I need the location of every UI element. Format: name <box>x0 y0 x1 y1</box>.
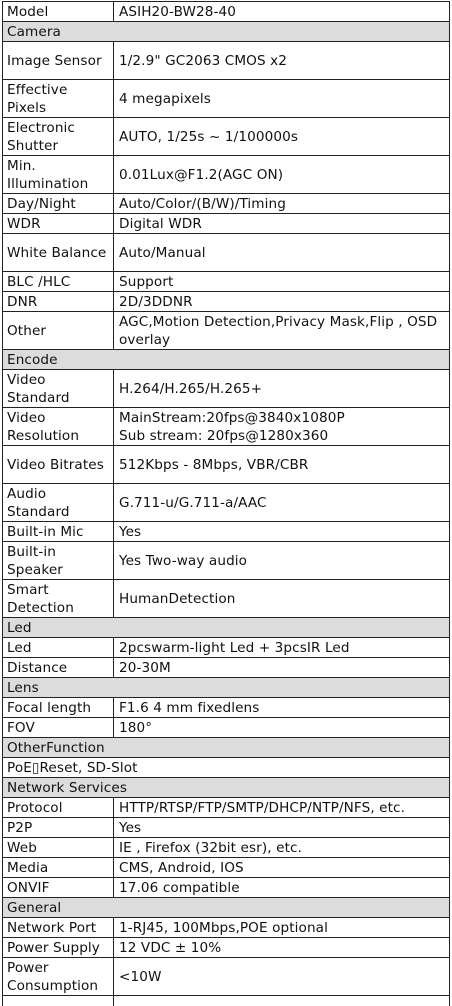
section-header-general <box>3 898 450 918</box>
spec-row-led <box>3 638 450 658</box>
section-header-other-function <box>3 738 450 758</box>
spec-row-built-in-mic <box>3 522 450 542</box>
section-title: Camera <box>3 22 450 42</box>
spec-full-value: PoE▯Reset, SD-Slot <box>3 758 450 778</box>
spec-value: 1-RJ45, 100Mbps,POE optional <box>114 918 450 938</box>
spec-value: Yes Two-way audio <box>114 542 450 580</box>
spec-value-line: MainStream:20fps@3840x1080P <box>119 409 445 427</box>
section-title: Encode <box>3 350 450 370</box>
spec-row-blc-hlc <box>3 272 450 292</box>
spec-value: 512Kbps - 8Mbps, VBR/CBR <box>114 446 450 484</box>
spec-value: AUTO, 1/25s ~ 1/100000s <box>114 118 450 156</box>
spec-label: White Balance <box>3 234 114 272</box>
spec-label: DNR <box>3 292 114 312</box>
spec-row-protocol <box>3 798 450 818</box>
spec-value: Auto/Color/(B/W)/Timing <box>114 194 450 214</box>
spec-row-built-in-speaker <box>3 542 450 580</box>
spec-label: Built-in Mic <box>3 522 114 542</box>
spec-label: BLC /HLC <box>3 272 114 292</box>
section-title: OtherFunction <box>3 738 450 758</box>
spec-label: Web <box>3 838 114 858</box>
spec-value: IE , Firefox (32bit esr), etc. <box>114 838 450 858</box>
spec-label: Video Bitrates <box>3 446 114 484</box>
spec-label: ONVIF <box>3 878 114 898</box>
spec-label: P2P <box>3 818 114 838</box>
spec-value: 17.06 compatible <box>114 878 450 898</box>
spec-row-onvif <box>3 878 450 898</box>
section-header-led <box>3 618 450 638</box>
spec-value-line: Sub stream: 20fps@1280x360 <box>119 427 445 445</box>
spec-row-power-consumption <box>3 958 450 996</box>
spec-value: 2pcswarm-light Led + 3pcsIR Led <box>114 638 450 658</box>
spec-row-dnr <box>3 292 450 312</box>
spec-row-fov <box>3 718 450 738</box>
spec-label <box>3 996 114 1006</box>
spec-label: Video Resolution <box>3 408 114 446</box>
spec-value: HTTP/RTSP/FTP/SMTP/DHCP/NTP/NFS, etc. <box>114 798 450 818</box>
section-title: Lens <box>3 678 450 698</box>
spec-value: G.711-u/G.711-a/AAC <box>114 484 450 522</box>
spec-value <box>114 408 450 446</box>
spec-row-electronic-shutter <box>3 118 450 156</box>
spec-value: Yes <box>114 522 450 542</box>
spec-value: 4 megapixels <box>114 80 450 118</box>
spec-label: Day/Night <box>3 194 114 214</box>
spec-label: Model <box>3 2 114 22</box>
spec-value: Digital WDR <box>114 214 450 234</box>
spec-table <box>2 1 450 1006</box>
spec-label: Built-in Speaker <box>3 542 114 580</box>
spec-row-model <box>3 2 450 22</box>
spec-value: 2D/3DDNR <box>114 292 450 312</box>
spec-row-p2p <box>3 818 450 838</box>
spec-row-web <box>3 838 450 858</box>
spec-value: 12 VDC ± 10% <box>114 938 450 958</box>
spec-row-video-bitrates <box>3 446 450 484</box>
spec-row-min-illumination <box>3 156 450 194</box>
spec-label: Network Port <box>3 918 114 938</box>
spec-label: FOV <box>3 718 114 738</box>
spec-row-partial <box>3 996 450 1006</box>
section-header-network-services <box>3 778 450 798</box>
spec-label: Video Standard <box>3 370 114 408</box>
spec-label: Distance <box>3 658 114 678</box>
spec-row-other-function <box>3 758 450 778</box>
spec-value: HumanDetection <box>114 580 450 618</box>
spec-value: F1.6 4 mm fixedlens <box>114 698 450 718</box>
spec-row-video-standard <box>3 370 450 408</box>
spec-value: AGC,Motion Detection,Privacy Mask,Flip , OSD overlay <box>114 312 450 350</box>
spec-row-smart-detection <box>3 580 450 618</box>
spec-value: 180° <box>114 718 450 738</box>
spec-label: Other <box>3 312 114 350</box>
spec-row-media <box>3 858 450 878</box>
spec-value: Support <box>114 272 450 292</box>
section-header-encode <box>3 350 450 370</box>
spec-row-audio-standard <box>3 484 450 522</box>
spec-label: WDR <box>3 214 114 234</box>
spec-label: Smart Detection <box>3 580 114 618</box>
spec-row-video-resolution <box>3 408 450 446</box>
spec-row-power-supply <box>3 938 450 958</box>
spec-row-network-port <box>3 918 450 938</box>
spec-label: Electronic Shutter <box>3 118 114 156</box>
spec-value: H.264/H.265/H.265+ <box>114 370 450 408</box>
spec-label: Led <box>3 638 114 658</box>
spec-row-wdr <box>3 214 450 234</box>
spec-row-other <box>3 312 450 350</box>
spec-value: CMS, Android, IOS <box>114 858 450 878</box>
section-header-lens <box>3 678 450 698</box>
spec-label: Media <box>3 858 114 878</box>
spec-row-white-balance <box>3 234 450 272</box>
spec-label: Power Supply <box>3 938 114 958</box>
spec-label: Focal length <box>3 698 114 718</box>
spec-value: Yes <box>114 818 450 838</box>
section-title: Led <box>3 618 450 638</box>
spec-label: Min. Illumination <box>3 156 114 194</box>
spec-value: <10W <box>114 958 450 996</box>
spec-label: Protocol <box>3 798 114 818</box>
spec-value: ASIH20-BW28-40 <box>114 2 450 22</box>
spec-value: Auto/Manual <box>114 234 450 272</box>
spec-value: 1/2.9" GC2063 CMOS x2 <box>114 42 450 80</box>
spec-label: Effective Pixels <box>3 80 114 118</box>
spec-row-distance <box>3 658 450 678</box>
spec-label: Image Sensor <box>3 42 114 80</box>
spec-row-image-sensor <box>3 42 450 80</box>
section-header-camera <box>3 22 450 42</box>
spec-row-day-night <box>3 194 450 214</box>
spec-label: Power Consumption <box>3 958 114 996</box>
spec-row-effective-pixels <box>3 80 450 118</box>
spec-table-body <box>3 2 450 1006</box>
spec-value: 0.01Lux@F1.2(AGC ON) <box>114 156 450 194</box>
spec-value <box>114 996 450 1006</box>
spec-label: Audio Standard <box>3 484 114 522</box>
spec-row-focal-length <box>3 698 450 718</box>
section-title: Network Services <box>3 778 450 798</box>
spec-value: 20-30M <box>114 658 450 678</box>
section-title: General <box>3 898 450 918</box>
